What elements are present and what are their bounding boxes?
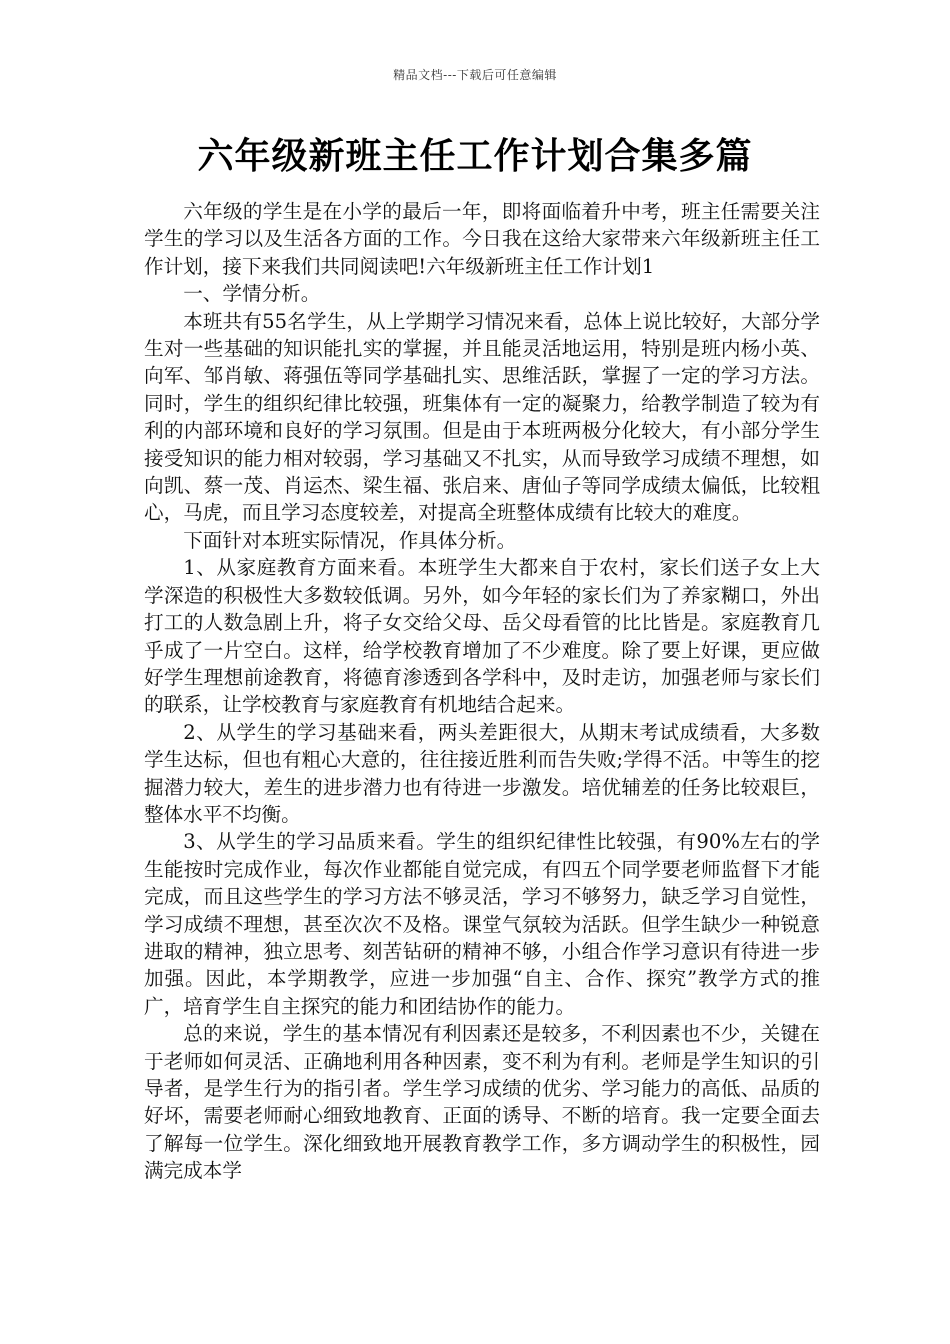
paragraph: 1、从家庭教育方面来看。本班学生大都来自于农村，家长们送子女上大学深造的积极性大多数较低调。另外，如今年轻的家长们为了养家糊口，外出打工的人数急剧上升，将子女交给父母、岳父母看管的比比皆是。家庭教育几乎成了一片空白。这样，给学校教育增加了不少难度。除了要上好课，更应做好学生理想前途教育，将德育渗透到各学科中，及时走访，加强老师与家长们的联系，让学校教育与家庭教育有机地结合起来。 — [144, 556, 820, 717]
paragraph-intro: 六年级的学生是在小学的最后一年，即将面临着升中考，班主任需要关注学生的学习以及生活各方面的工作。今日我在这给大家带来六年级新班主任工作计划，接下来我们共同阅读吧!六年级新班主任工作计划1 — [144, 200, 820, 278]
paragraph: 总的来说，学生的基本情况有利因素还是较多，不利因素也不少，关键在于老师如何灵活、正确地利用各种因素，变不利为有利。老师是学生知识的引导者，是学生行为的指引者。学生学习成绩的优劣、学习能力的高低、品质的好坏，需要老师耐心细致地教育、正面的诱导、不断的培育。我一定要全面去了解每一位学生。深化细致地开展教育教学工作，多方调动学生的积极性，园满完成本学 — [144, 1022, 820, 1183]
document-title: 六年级新班主任工作计划合集多篇 — [197, 135, 753, 177]
paragraph: 2、从学生的学习基础来看，两头差距很大，从期末考试成绩看，大多数学生达标，但也有粗心大意的，往往接近胜利而告失败;学得不活。中等生的挖掘潜力较大，差生的进步潜力也有待进一步激发。培优辅差的任务比较艰巨，整体水平不均衡。 — [144, 720, 820, 826]
section-heading: 一、学情分析。 — [183, 282, 321, 306]
paragraph: 本班共有55名学生，从上学期学习情况来看，总体上说比较好，大部分学生对一些基础的知识能扎实的掌握，并且能灵活地运用，特别是班内杨小英、向军、邹肖敏、蒋强伍等同学基础扎实、思维活跃，掌握了一定的学习方法。同时，学生的组织纪律比较强，班集体有一定的凝聚力，给教学制造了较为有利的内部环境和良好的学习氛围。但是由于本班两极分化较大，有小部分学生接受知识的能力相对较弱，学习基础又不扎实，从而导致学习成绩不理想，如向凯、蔡一茂、肖运杰、梁生福、张启来、唐仙子等同学成绩太偏低，比较粗心，马虎，而且学习态度较差，对提高全班整体成绩有比较大的难度。 — [144, 309, 820, 525]
document-body — [144, 198, 820, 1185]
paragraph: 下面针对本班实际情况，作具体分析。 — [183, 528, 517, 552]
page-header: 精品文档---下载后可任意编辑 — [393, 68, 557, 82]
paragraph: 3、从学生的学习品质来看。学生的组织纪律性比较强，有90%左右的学生能按时完成作业，每次作业都能自觉完成，有四五个同学要老师监督下才能完成，而且这些学生的学习方法不够灵活，学习不够努力，缺乏学习自觉性，学习成绩不理想，甚至次次不及格。课堂气氛较为活跃。但学生缺少一种锐意进取的精神，独立思考、刻苦钻研的精神不够，小组合作学习意识有待进一步加强。因此，本学期教学，应进一步加强“自主、合作、探究”教学方式的推广，培育学生自主探究的能力和团结协作的能力。 — [144, 830, 820, 1018]
